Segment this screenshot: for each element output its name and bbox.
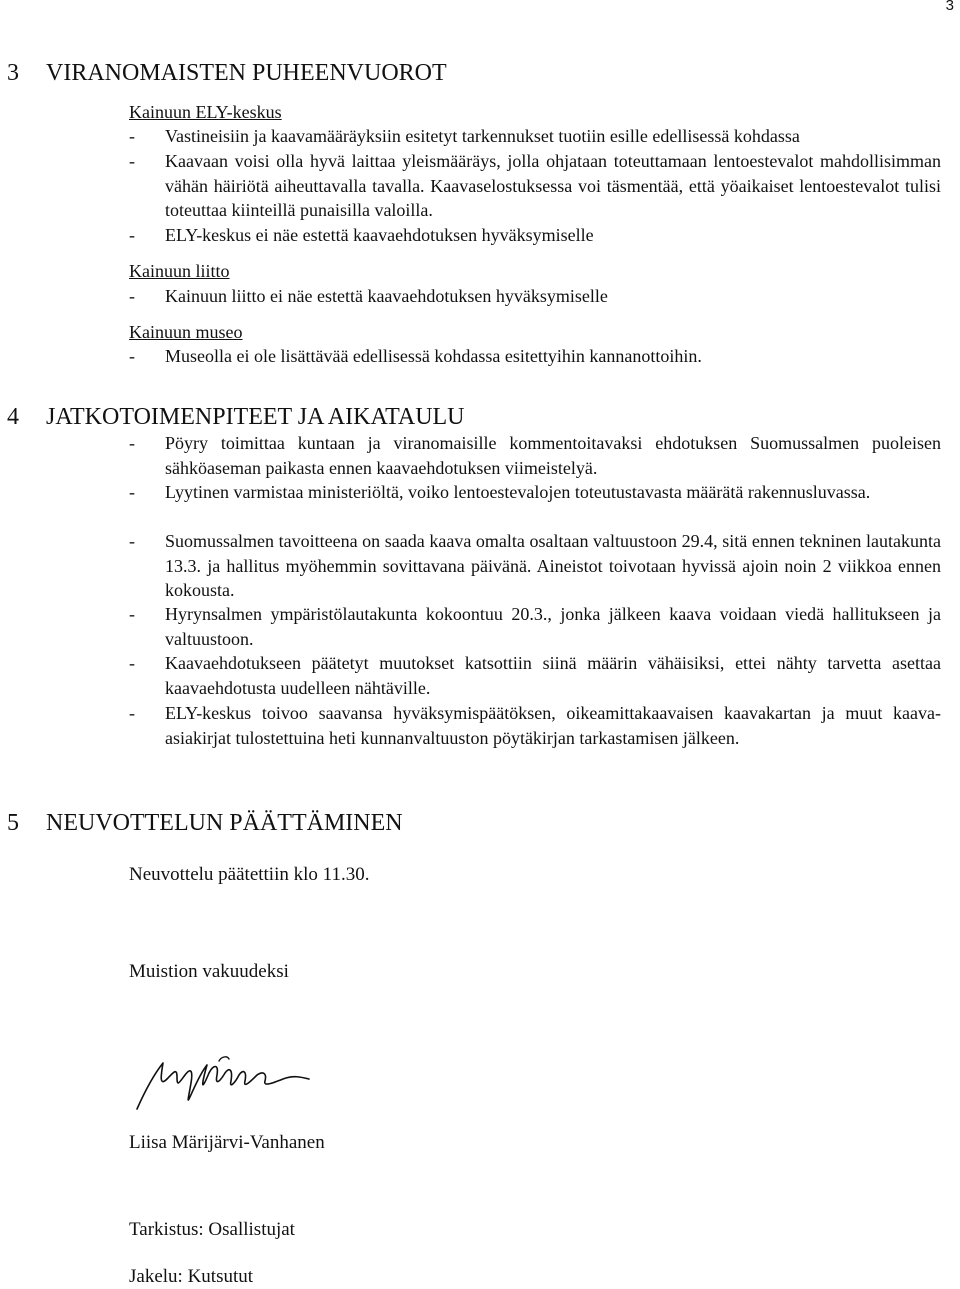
section-title: VIRANOMAISTEN PUHEENVUOROT — [46, 60, 447, 86]
bullet-dash: - — [129, 482, 135, 502]
bullet-item — [129, 529, 941, 603]
closing-statement: Neuvottelu päätettiin klo 11.30. — [129, 864, 370, 885]
section-title: JATKOTOIMENPITEET JA AIKATAULU — [46, 404, 465, 430]
section-number: 4 — [7, 404, 19, 430]
bullet-item — [129, 124, 941, 149]
bullet-text: ELY-keskus ei näe estettä kaavaehdotuksen hyväksymiselle — [165, 225, 594, 245]
section-number: 5 — [7, 810, 19, 836]
bullet-dash: - — [129, 531, 135, 551]
bullet-text: Lyytinen varmistaa ministeriöltä, voiko lentoestevalojen toteutustavasta määrätä rakennusluvassa. — [165, 482, 871, 502]
attestation-text: Muistion vakuudeksi — [129, 961, 289, 982]
bullet-text: Museolla ei ole lisättävää edellisessä kohdassa esitettyihin kannanottoihin. — [165, 346, 702, 366]
bullet-dash: - — [129, 346, 135, 366]
bullet-text: ELY-keskus toivoo saavansa hyväksymispäätöksen, oikeamittakaavaisen kaavakartan ja muut kaava-asiakirjat tulostettuina heti kunnanvaltuuston pöytäkirjan tarkastamisen jälkeen. — [165, 703, 941, 748]
org-heading-liitto: Kainuun liitto — [129, 261, 230, 281]
bullet-dash: - — [129, 225, 135, 245]
bullet-item — [129, 431, 941, 480]
bullet-item — [129, 344, 941, 369]
checked-by: Tarkistus: Osallistujat — [129, 1219, 295, 1240]
org-heading-museo: Kainuun museo — [129, 322, 243, 342]
section-title: NEUVOTTELUN PÄÄTTÄMINEN — [46, 810, 403, 836]
page-number: 3 — [945, 0, 954, 14]
distribution: Jakelu: Kutsutut — [129, 1266, 254, 1287]
bullet-dash: - — [129, 151, 135, 171]
bullet-text: Vastineisiin ja kaavamääräyksiin esitetyt tarkennukset tuotiin esille edellisessä kohdassa — [165, 126, 800, 146]
bullet-dash: - — [129, 126, 135, 146]
bullet-dash: - — [129, 703, 135, 723]
bullet-text: Pöyry toimittaa kuntaan ja viranomaisille kommentoitavaksi ehdotuksen Suomussalmen puoleisen sähköaseman paikasta ennen kaavaehdotuksen viimeistelyä. — [165, 433, 941, 478]
bullet-item — [129, 480, 941, 505]
bullet-dash: - — [129, 604, 135, 624]
bullet-text: Hyrynsalmen ympäristölautakunta kokoontuu 20.3., jonka jälkeen kaava voidaan viedä hallitukseen ja valtuustoon. — [165, 604, 941, 649]
org-heading-ely: Kainuun ELY-keskus — [129, 102, 282, 122]
signer-name: Liisa Märijärvi-Vanhanen — [129, 1132, 325, 1153]
bullet-text: Kaavaan voisi olla hyvä laittaa yleismääräys, jolla ohjataan toteuttamaan lentoestevalot mahdollisimman vähän häiriötä aiheuttavalla tavalla. Kaavaselostuksessa voi täsmentää, että yöaikaiset lentoestevalot tulisi toteuttaa kiinteillä punaisilla valoilla. — [165, 151, 941, 220]
bullet-item — [129, 223, 941, 248]
bullet-item — [129, 284, 941, 309]
bullet-item — [129, 701, 941, 750]
signature-image — [133, 1053, 333, 1115]
bullet-text: Kainuun liitto ei näe estettä kaavaehdotuksen hyväksymiselle — [165, 286, 608, 306]
bullet-item — [129, 149, 941, 223]
bullet-dash: - — [129, 653, 135, 673]
bullet-item — [129, 651, 941, 700]
bullet-text: Suomussalmen tavoitteena on saada kaava omalta osaltaan valtuustoon 29.4, sitä ennen tekninen lautakunta 13.3. ja hallitus myöhemmin sovittavana päivänä. Aineistot toivotaan hyvissä ajoin noin 2 viikkoa ennen kokousta. — [165, 531, 941, 600]
bullet-item — [129, 602, 941, 651]
bullet-text: Kaavaehdotukseen päätetyt muutokset katsottiin siinä määrin vähäisiksi, ettei nähty tarvetta asettaa kaavaehdotusta uudelleen nähtäville. — [165, 653, 941, 698]
bullet-dash: - — [129, 286, 135, 306]
bullet-dash: - — [129, 433, 135, 453]
section-number: 3 — [7, 60, 19, 86]
